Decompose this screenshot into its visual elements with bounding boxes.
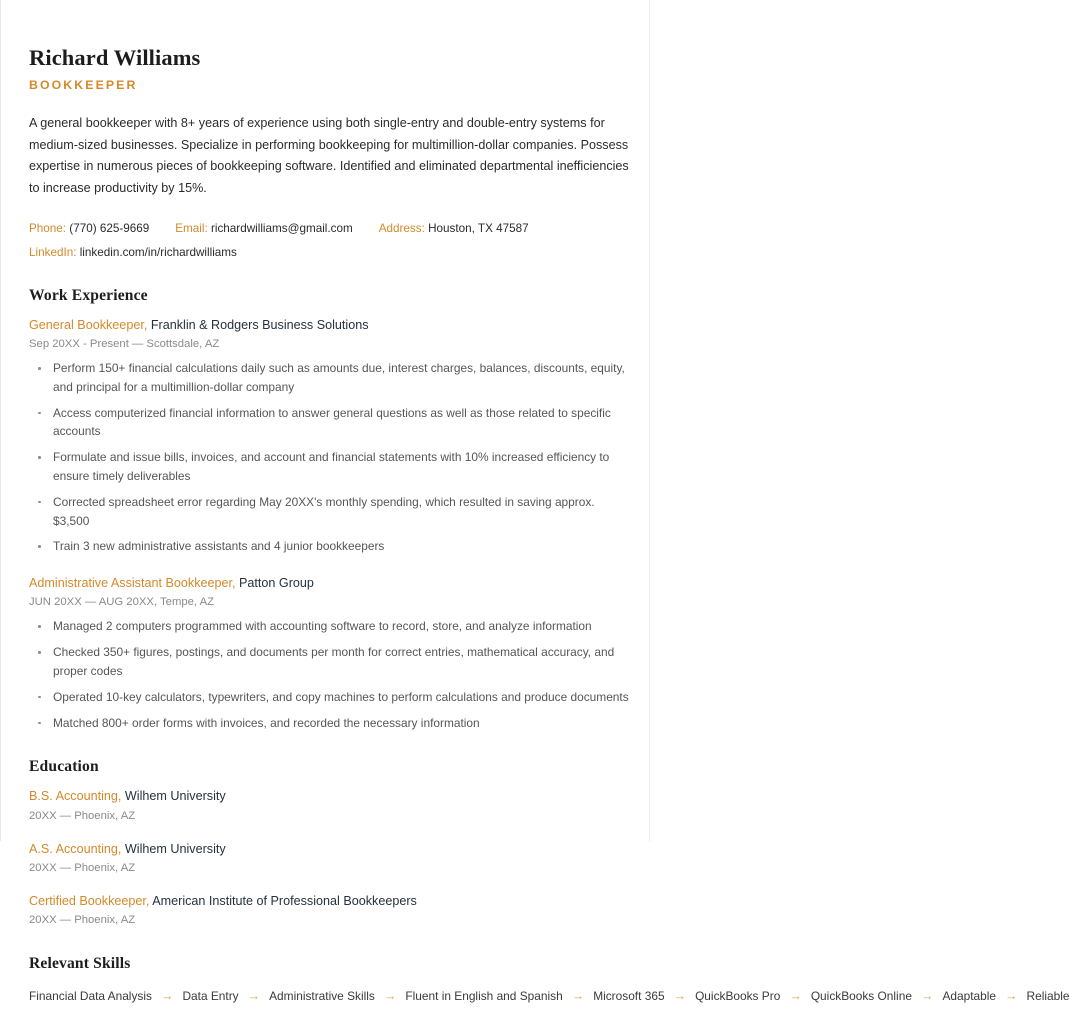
bullet-item: Matched 800+ order forms with invoices, and recorded the necessary information (29, 714, 629, 733)
contact-block (29, 220, 629, 262)
contact-email (175, 222, 353, 235)
arrow-right-icon: → (1005, 989, 1018, 1003)
section-education (29, 758, 629, 929)
education-degree: Certified Bookkeeper, (29, 894, 149, 908)
skill-item: Data Entry (182, 989, 238, 1003)
education-entry-heading (29, 840, 629, 858)
section-title-education: Education (29, 758, 629, 776)
skill-item: QuickBooks Pro (695, 989, 780, 1003)
section-title-work: Work Experience (29, 287, 629, 305)
section-work-experience (29, 287, 629, 733)
work-entry (29, 574, 629, 732)
bullet-item: Managed 2 computers programmed with accounting software to record, store, and analyze information (29, 617, 629, 636)
bullet-item: Corrected spreadsheet error regarding May 20XX's monthly spending, which resulted in saving approx. $3,500 (29, 493, 629, 531)
email-value[interactable]: richardwilliams@gmail.com (211, 222, 353, 235)
work-entry-meta: Sep 20XX - Present — Scottsdale, AZ (29, 336, 629, 353)
arrow-right-icon: → (789, 989, 802, 1003)
address-label: Address: (379, 222, 425, 235)
phone-value: (770) 625-9669 (69, 222, 149, 235)
linkedin-label: LinkedIn: (29, 246, 76, 259)
work-entry-organization: Franklin & Rodgers Business Solutions (151, 318, 369, 332)
skill-item: Adaptable (942, 989, 996, 1003)
section-title-skills: Relevant Skills (29, 955, 629, 973)
skill-item: QuickBooks Online (811, 989, 912, 1003)
contact-row-primary (29, 220, 629, 238)
education-school: Wilhem University (125, 842, 226, 856)
skill-item: Administrative Skills (269, 989, 375, 1003)
bullet-item: Train 3 new administrative assistants and 4 junior bookkeepers (29, 537, 629, 556)
candidate-job-title: BOOKKEEPER (29, 78, 629, 92)
candidate-name: Richard Williams (29, 44, 629, 71)
work-entry-organization: Patton Group (239, 576, 314, 590)
education-entry-meta: 20XX — Phoenix, AZ (29, 860, 629, 877)
bullet-item: Operated 10-key calculators, typewriters, and copy machines to perform calculations and produce documents (29, 688, 629, 707)
work-entry (29, 316, 629, 556)
address-value: Houston, TX 47587 (428, 222, 529, 235)
skill-item: Microsoft 365 (593, 989, 664, 1003)
education-entry-meta: 20XX — Phoenix, AZ (29, 808, 629, 825)
arrow-right-icon: → (248, 989, 261, 1003)
work-entry-role: Administrative Assistant Bookkeeper, (29, 576, 236, 590)
arrow-right-icon: → (921, 989, 934, 1003)
education-entry (29, 892, 629, 929)
education-entry-heading (29, 787, 629, 805)
work-entry-heading (29, 574, 629, 592)
work-entry-heading (29, 316, 629, 334)
work-entry-bullets (29, 617, 629, 732)
education-school: Wilhem University (125, 789, 226, 803)
education-entry (29, 787, 629, 824)
education-entry-meta: 20XX — Phoenix, AZ (29, 912, 629, 929)
skills-list (29, 984, 629, 1009)
arrow-right-icon: → (572, 989, 585, 1003)
bullet-item: Perform 150+ financial calculations daily such as amounts due, interest charges, balances, discounts, equity, and principal for a multimillion-dollar company (29, 359, 629, 397)
email-label: Email: (175, 222, 207, 235)
work-entry-role: General Bookkeeper, (29, 318, 147, 332)
professional-summary: A general bookkeeper with 8+ years of experience using both single-entry and double-entry systems for medium-sized businesses. Specialize in performing bookkeeping for multimillion-dollar companies. Possess expertise in numerous pieces of bookkeeping software. Identified and eliminated departmental inefficiencies to increase productivity by 15%. (29, 113, 629, 200)
education-degree: B.S. Accounting, (29, 789, 121, 803)
bullet-item: Access computerized financial information to answer general questions as well as those related to specific accounts (29, 404, 629, 442)
arrow-right-icon: → (384, 989, 397, 1003)
arrow-right-icon: → (674, 989, 687, 1003)
skill-item: Financial Data Analysis (29, 989, 152, 1003)
education-entry (29, 840, 629, 877)
skill-item: Fluent in English and Spanish (405, 989, 562, 1003)
skill-item: Reliable (1027, 989, 1069, 1003)
contact-row-linkedin (29, 244, 629, 262)
contact-phone (29, 222, 149, 235)
resume-header (29, 44, 629, 200)
education-entry-heading (29, 892, 629, 910)
linkedin-value[interactable]: linkedin.com/in/richardwilliams (80, 246, 237, 259)
arrow-right-icon: → (161, 989, 174, 1003)
phone-label: Phone: (29, 222, 66, 235)
contact-address (379, 222, 529, 235)
bullet-item: Checked 350+ figures, postings, and documents per month for correct entries, mathematical accuracy, and proper codes (29, 643, 629, 681)
contact-linkedin (29, 246, 237, 259)
resume-content (1, 0, 649, 1009)
work-entry-bullets (29, 359, 629, 556)
education-school: American Institute of Professional Bookkeepers (152, 894, 417, 908)
work-entry-meta: JUN 20XX — AUG 20XX, Tempe, AZ (29, 594, 629, 611)
section-relevant-skills (29, 955, 629, 1009)
education-degree: A.S. Accounting, (29, 842, 121, 856)
bullet-item: Formulate and issue bills, invoices, and account and financial statements with 10% increased efficiency to ensure timely deliverables (29, 448, 629, 486)
